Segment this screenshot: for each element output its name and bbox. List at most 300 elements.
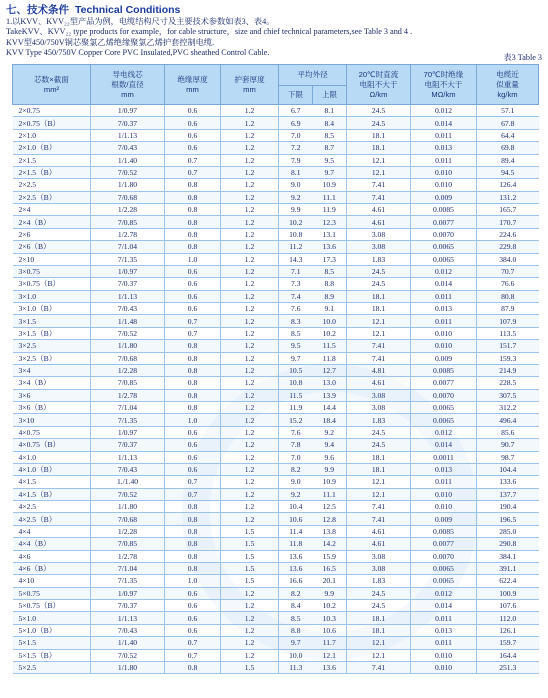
table-cell: 1/1.40 xyxy=(91,154,165,166)
table-cell: 0.6 xyxy=(165,265,221,277)
table-cell: 0.7 xyxy=(165,488,221,500)
header-outer-diameter: 平均外径 xyxy=(279,65,347,86)
table-cell: 12.1 xyxy=(347,315,411,327)
table-cell: 0.011 xyxy=(411,129,477,141)
table-cell: 98.7 xyxy=(477,451,539,463)
table-cell: 90.7 xyxy=(477,439,539,451)
table-cell: 0.8 xyxy=(165,501,221,513)
table-cell: 8.8 xyxy=(279,624,313,636)
table-cell: 0.8 xyxy=(165,352,221,364)
table-cell: 7/0.43 xyxy=(91,142,165,154)
table-cell: 1.2 xyxy=(221,637,279,649)
table-cell: 1.2 xyxy=(221,166,279,178)
table-cell: 3×0.75（B） xyxy=(13,278,91,290)
table-cell: 8.9 xyxy=(313,290,347,302)
table-cell: 7/0.85 xyxy=(91,377,165,389)
table-cell: 137.7 xyxy=(477,488,539,500)
table-cell: 0.8 xyxy=(165,402,221,414)
table-cell: 0.6 xyxy=(165,439,221,451)
table-cell: 7/0.37 xyxy=(91,278,165,290)
table-row xyxy=(13,340,539,352)
table-cell: 11.8 xyxy=(279,538,313,550)
table-cell: 24.5 xyxy=(347,117,411,129)
table-cell: 5×0.75 xyxy=(13,587,91,599)
table-cell: 18.1 xyxy=(347,129,411,141)
table-cell: 1.0 xyxy=(165,575,221,587)
table-cell: 1.5 xyxy=(221,550,279,562)
table-cell: 10.8 xyxy=(279,228,313,240)
table-cell: 391.1 xyxy=(477,562,539,574)
table-row xyxy=(13,525,539,537)
table-row xyxy=(13,389,539,401)
table-cell: 24.5 xyxy=(347,105,411,117)
table-cell: 1/2.28 xyxy=(91,204,165,216)
table-cell: 0.010 xyxy=(411,340,477,352)
table-cell: 4×4 xyxy=(13,525,91,537)
table-cell: 10.8 xyxy=(279,377,313,389)
table-cell: 1.2 xyxy=(221,463,279,475)
table-cell: 9.9 xyxy=(313,587,347,599)
table-cell: 7.8 xyxy=(279,439,313,451)
table-cell: 1.0 xyxy=(165,414,221,426)
table-header xyxy=(13,65,539,105)
table-cell: 3×1.0 xyxy=(13,290,91,302)
table-cell: 7.1 xyxy=(279,265,313,277)
table-cell: 1/1.80 xyxy=(91,179,165,191)
table-cell: 24.5 xyxy=(347,426,411,438)
table-cell: 1.2 xyxy=(221,600,279,612)
header-conductor: 导电线芯 根数/直径 mm xyxy=(91,65,165,105)
table-cell: 1.5 xyxy=(221,525,279,537)
table-cell: 4×2.5（B） xyxy=(13,513,91,525)
table-cell: 4×1.5 xyxy=(13,476,91,488)
table-cell: 0.012 xyxy=(411,105,477,117)
table-cell: 0.8 xyxy=(165,364,221,376)
table-cell: 1/0.97 xyxy=(91,426,165,438)
table-cell: 8.1 xyxy=(313,105,347,117)
table-cell: 0.012 xyxy=(411,426,477,438)
table-cell: 8.7 xyxy=(313,142,347,154)
table-cell: 1.5 xyxy=(221,661,279,673)
section-title xyxy=(6,3,542,17)
table-cell: 5×1.5 xyxy=(13,637,91,649)
table-cell: 18.4 xyxy=(313,414,347,426)
table-cell: 196.5 xyxy=(477,513,539,525)
table-cell: 1.2 xyxy=(221,488,279,500)
table-row xyxy=(13,142,539,154)
table-cell: 285.0 xyxy=(477,525,539,537)
table-cell: 0.010 xyxy=(411,661,477,673)
table-cell: 1/1.80 xyxy=(91,340,165,352)
table-cell: 4.61 xyxy=(347,525,411,537)
table-row xyxy=(13,191,539,203)
table-cell: 133.6 xyxy=(477,476,539,488)
table-cell: 107.9 xyxy=(477,315,539,327)
table-cell: 11.2 xyxy=(279,241,313,253)
table-cell: 131.2 xyxy=(477,191,539,203)
table-cell: 0.0065 xyxy=(411,402,477,414)
table-number: 表3 Table 3 xyxy=(503,53,542,62)
table-cell: 1.2 xyxy=(221,105,279,117)
table-cell: 4.61 xyxy=(347,538,411,550)
table-cell: 2×1.5（B） xyxy=(13,166,91,178)
table-row xyxy=(13,204,539,216)
table-row xyxy=(13,501,539,513)
table-row xyxy=(13,228,539,240)
table-cell: 0.6 xyxy=(165,587,221,599)
table-cell: 0.013 xyxy=(411,142,477,154)
table-cell: 384.1 xyxy=(477,550,539,562)
header-insulation-resistance: 70℃时绝缘 电阻不大于 MΩ/km xyxy=(411,65,477,105)
table-cell: 11.5 xyxy=(313,340,347,352)
table-cell: 9.2 xyxy=(279,488,313,500)
table-cell: 0.010 xyxy=(411,488,477,500)
table-cell: 0.0085 xyxy=(411,364,477,376)
table-cell: 0.0077 xyxy=(411,377,477,389)
table-cell: 24.5 xyxy=(347,278,411,290)
table-cell: 1.2 xyxy=(221,624,279,636)
table-cell: 7/1.04 xyxy=(91,241,165,253)
table-cell: 1.2 xyxy=(221,389,279,401)
table-cell: 1/2.28 xyxy=(91,525,165,537)
table-cell: 3×2.5（B） xyxy=(13,352,91,364)
table-row xyxy=(13,488,539,500)
table-cell: 4×1.0（B） xyxy=(13,463,91,475)
table-cell: 16.6 xyxy=(279,575,313,587)
table-cell: 13.8 xyxy=(313,525,347,537)
table-row xyxy=(13,661,539,673)
table-cell: 0.013 xyxy=(411,624,477,636)
table-cell: 13.6 xyxy=(313,661,347,673)
table-cell: 3×0.75 xyxy=(13,265,91,277)
table-cell: 1/1.13 xyxy=(91,612,165,624)
table-cell: 12.7 xyxy=(313,364,347,376)
header-weight: 电缆近 似重量 kg/km xyxy=(477,65,539,105)
table-cell: 2×10 xyxy=(13,253,91,265)
table-cell: 165.7 xyxy=(477,204,539,216)
table-row xyxy=(13,290,539,302)
table-cell: 3×1.5（B） xyxy=(13,327,91,339)
table-cell: 12.1 xyxy=(347,476,411,488)
table-cell: 1/1.13 xyxy=(91,451,165,463)
table-cell: 14.4 xyxy=(313,402,347,414)
table-cell: 0.009 xyxy=(411,513,477,525)
table-cell: 164.4 xyxy=(477,649,539,661)
table-row xyxy=(13,154,539,166)
table-cell: 18.1 xyxy=(347,451,411,463)
table-row xyxy=(13,352,539,364)
table-cell: 7/0.52 xyxy=(91,327,165,339)
table-cell: 1/1.48 xyxy=(91,315,165,327)
table-cell: 0.8 xyxy=(165,377,221,389)
table-cell: 13.0 xyxy=(313,377,347,389)
table-cell: 7.41 xyxy=(347,352,411,364)
table-cell: 0.0065 xyxy=(411,253,477,265)
table-cell: 7.3 xyxy=(279,278,313,290)
table-container xyxy=(12,64,538,694)
header-dc-resistance: 20℃时直流 电阻不大于 Ω/km xyxy=(347,65,411,105)
table-row xyxy=(13,265,539,277)
table-row xyxy=(13,637,539,649)
table-cell: 2×4 xyxy=(13,204,91,216)
header-od-upper: 上限 xyxy=(313,86,347,105)
table-cell: 1.2 xyxy=(221,426,279,438)
table-cell: 1.2 xyxy=(221,402,279,414)
table-cell: 1.2 xyxy=(221,129,279,141)
table-cell: 7/0.68 xyxy=(91,352,165,364)
cable-title-cn: KVV型450/750V铜芯聚氯乙烯绝缘聚氯乙烯护套控制电缆. xyxy=(6,37,215,47)
table-cell: 3×4（B） xyxy=(13,377,91,389)
table-cell: 9.7 xyxy=(279,352,313,364)
table-cell: 0.6 xyxy=(165,105,221,117)
table-cell: 8.2 xyxy=(279,587,313,599)
table-cell: 107.6 xyxy=(477,600,539,612)
table-cell: 0.8 xyxy=(165,661,221,673)
table-cell: 10.6 xyxy=(313,624,347,636)
table-cell: 5×1.0（B） xyxy=(13,624,91,636)
table-cell: 7.0 xyxy=(279,129,313,141)
table-cell: 622.4 xyxy=(477,575,539,587)
table-cell: 1.2 xyxy=(221,476,279,488)
table-cell: 17.3 xyxy=(313,253,347,265)
table-cell: 228.5 xyxy=(477,377,539,389)
table-cell: 0.009 xyxy=(411,191,477,203)
table-cell: 1./1.40 xyxy=(91,476,165,488)
table-cell: 70.7 xyxy=(477,265,539,277)
table-cell: 0.014 xyxy=(411,278,477,290)
table-cell: 1.2 xyxy=(221,439,279,451)
table-cell: 0.8 xyxy=(165,562,221,574)
table-cell: 1.2 xyxy=(221,191,279,203)
table-cell: 1.2 xyxy=(221,278,279,290)
table-row xyxy=(13,241,539,253)
table-cell: 1.2 xyxy=(221,327,279,339)
table-cell: 67.8 xyxy=(477,117,539,129)
table-cell: 0.0065 xyxy=(411,562,477,574)
table-cell: 4.61 xyxy=(347,377,411,389)
table-cell: 0.014 xyxy=(411,117,477,129)
table-cell: 312.2 xyxy=(477,402,539,414)
table-cell: 64.4 xyxy=(477,129,539,141)
table-cell: 1/2.78 xyxy=(91,228,165,240)
table-cell: 2×1.0 xyxy=(13,129,91,141)
table-cell: 7.6 xyxy=(279,426,313,438)
table-cell: 384.0 xyxy=(477,253,539,265)
table-cell: 0.6 xyxy=(165,612,221,624)
table-cell: 7/0.52 xyxy=(91,166,165,178)
table-cell: 7/0.43 xyxy=(91,624,165,636)
table-cell: 251.3 xyxy=(477,661,539,673)
table-cell: 1.2 xyxy=(221,364,279,376)
table-cell: 1.2 xyxy=(221,612,279,624)
table-cell: 1.2 xyxy=(221,117,279,129)
intro-line-1: 1.以KVV、KVV₂₂型产品为例，电缆结构尺寸及主要技术参数如表3、表4。 xyxy=(6,17,275,26)
table-cell: 8.4 xyxy=(279,600,313,612)
table-cell: 0.8 xyxy=(165,513,221,525)
table-cell: 11.8 xyxy=(313,352,347,364)
table-cell: 0.6 xyxy=(165,624,221,636)
table-cell: 2×1.5 xyxy=(13,154,91,166)
table-cell: 0.6 xyxy=(165,426,221,438)
table-cell: 9.4 xyxy=(313,439,347,451)
table-cell: 1.2 xyxy=(221,265,279,277)
table-cell: 290.8 xyxy=(477,538,539,550)
table-row xyxy=(13,179,539,191)
table-cell: 4×0.75（B） xyxy=(13,439,91,451)
table-cell: 0.013 xyxy=(411,463,477,475)
table-cell: 7/0.37 xyxy=(91,117,165,129)
table-cell: 1.83 xyxy=(347,253,411,265)
table-cell: 11.3 xyxy=(279,661,313,673)
table-cell: 1.2 xyxy=(221,216,279,228)
table-cell: 18.1 xyxy=(347,142,411,154)
table-cell: 8.5 xyxy=(313,265,347,277)
table-cell: 12.8 xyxy=(313,513,347,525)
cable-title-en: KVV Type 450/750V Copper Core PVC Insulated,PVC sheathed Control Cable. xyxy=(6,48,270,58)
table-cell: 1.2 xyxy=(221,179,279,191)
table-cell: 1.5 xyxy=(221,538,279,550)
table-cell: 0.011 xyxy=(411,290,477,302)
table-cell: 7.4 xyxy=(279,290,313,302)
table-cell: 1.2 xyxy=(221,501,279,513)
table-cell: 12.3 xyxy=(313,216,347,228)
table-cell: 8.3 xyxy=(279,315,313,327)
table-cell: 9.9 xyxy=(279,204,313,216)
table-cell: 18.1 xyxy=(347,463,411,475)
table-cell: 1/2.28 xyxy=(91,364,165,376)
table-row xyxy=(13,538,539,550)
table-cell: 0.7 xyxy=(165,315,221,327)
table-row xyxy=(13,439,539,451)
table-cell: 13.6 xyxy=(279,562,313,574)
table-cell: 13.1 xyxy=(313,228,347,240)
table-cell: 1.2 xyxy=(221,142,279,154)
table-cell: 85.6 xyxy=(477,426,539,438)
table-row xyxy=(13,377,539,389)
table-cell: 496.4 xyxy=(477,414,539,426)
table-cell: 1.2 xyxy=(221,451,279,463)
table-cell: 7/0.68 xyxy=(91,513,165,525)
table-row xyxy=(13,624,539,636)
table-cell: 0.8 xyxy=(165,191,221,203)
table-cell: 24.5 xyxy=(347,600,411,612)
table-cell: 3×1.0（B） xyxy=(13,303,91,315)
table-cell: 1/0.97 xyxy=(91,587,165,599)
table-cell: 4.81 xyxy=(347,364,411,376)
table-cell: 5×1.5（B） xyxy=(13,649,91,661)
table-cell: 0.0065 xyxy=(411,414,477,426)
table-cell: 15.2 xyxy=(279,414,313,426)
table-cell: 1.2 xyxy=(221,253,279,265)
table-cell: 8.4 xyxy=(313,117,347,129)
table-cell: 0.6 xyxy=(165,463,221,475)
table-cell: 113.5 xyxy=(477,327,539,339)
table-cell: 0.8 xyxy=(165,550,221,562)
table-cell: 0.6 xyxy=(165,142,221,154)
table-cell: 0.8 xyxy=(165,228,221,240)
table-cell: 0.010 xyxy=(411,327,477,339)
table-cell: 1.2 xyxy=(221,587,279,599)
table-cell: 159.7 xyxy=(477,637,539,649)
table-cell: 10.4 xyxy=(279,501,313,513)
table-row xyxy=(13,463,539,475)
table-cell: 1.2 xyxy=(221,204,279,216)
table-cell: 1.2 xyxy=(221,228,279,240)
table-cell: 1.2 xyxy=(221,315,279,327)
table-row xyxy=(13,166,539,178)
table-cell: 76.6 xyxy=(477,278,539,290)
table-cell: 0.6 xyxy=(165,290,221,302)
table-cell: 0.0011 xyxy=(411,451,477,463)
table-cell: 7/0.68 xyxy=(91,191,165,203)
table-cell: 7/1.35 xyxy=(91,414,165,426)
table-cell: 0.011 xyxy=(411,315,477,327)
table-cell: 10.9 xyxy=(313,179,347,191)
table-cell: 0.0065 xyxy=(411,241,477,253)
section-title-en: Technical Conditions xyxy=(75,4,181,16)
table-cell: 7.41 xyxy=(347,661,411,673)
table-cell: 1/1.40 xyxy=(91,637,165,649)
table-cell: 1.2 xyxy=(221,303,279,315)
table-cell: 1.2 xyxy=(221,352,279,364)
table-cell: 13.9 xyxy=(313,389,347,401)
table-cell: 3.08 xyxy=(347,402,411,414)
table-cell: 10.0 xyxy=(313,315,347,327)
table-cell: 3×1.5 xyxy=(13,315,91,327)
table-cell: 1.2 xyxy=(221,241,279,253)
table-cell: 18.1 xyxy=(347,624,411,636)
table-cell: 0.7 xyxy=(165,649,221,661)
table-cell: 0.014 xyxy=(411,600,477,612)
table-cell: 12.1 xyxy=(313,649,347,661)
table-cell: 9.0 xyxy=(279,179,313,191)
table-cell: 0.8 xyxy=(165,204,221,216)
table-cell: 2×0.75（B） xyxy=(13,117,91,129)
table-cell: 1.5 xyxy=(221,575,279,587)
table-cell: 229.8 xyxy=(477,241,539,253)
table-cell: 0.0070 xyxy=(411,228,477,240)
table-cell: 11.4 xyxy=(279,525,313,537)
table-cell: 214.9 xyxy=(477,364,539,376)
table-cell: 7/0.85 xyxy=(91,538,165,550)
table-cell: 0.6 xyxy=(165,600,221,612)
table-cell: 6.9 xyxy=(279,117,313,129)
intro-line-2: TakeKVV、KVV₂₂ type products for example，for cable structure，size and chief technical parameters,see Table 3 and 4 . xyxy=(6,27,413,37)
table-cell: 11.7 xyxy=(313,637,347,649)
table-cell: 11.5 xyxy=(279,389,313,401)
table-cell: 8.2 xyxy=(279,463,313,475)
table-cell: 3×4 xyxy=(13,364,91,376)
table-cell: 9.5 xyxy=(313,154,347,166)
table-cell: 0.0085 xyxy=(411,525,477,537)
table-cell: 7.2 xyxy=(279,142,313,154)
table-cell: 1.5 xyxy=(221,562,279,574)
table-cell: 104.4 xyxy=(477,463,539,475)
table-cell: 5×1.0 xyxy=(13,612,91,624)
table-cell: 12.1 xyxy=(347,154,411,166)
table-cell: 1.2 xyxy=(221,513,279,525)
table-row xyxy=(13,451,539,463)
table-cell: 12.1 xyxy=(347,637,411,649)
table-cell: 0.6 xyxy=(165,278,221,290)
table-cell: 2×0.75 xyxy=(13,105,91,117)
table-cell: 0.010 xyxy=(411,501,477,513)
table-cell: 10.6 xyxy=(279,513,313,525)
table-row xyxy=(13,216,539,228)
table-cell: 12.1 xyxy=(347,488,411,500)
table-row xyxy=(13,303,539,315)
table-row xyxy=(13,105,539,117)
